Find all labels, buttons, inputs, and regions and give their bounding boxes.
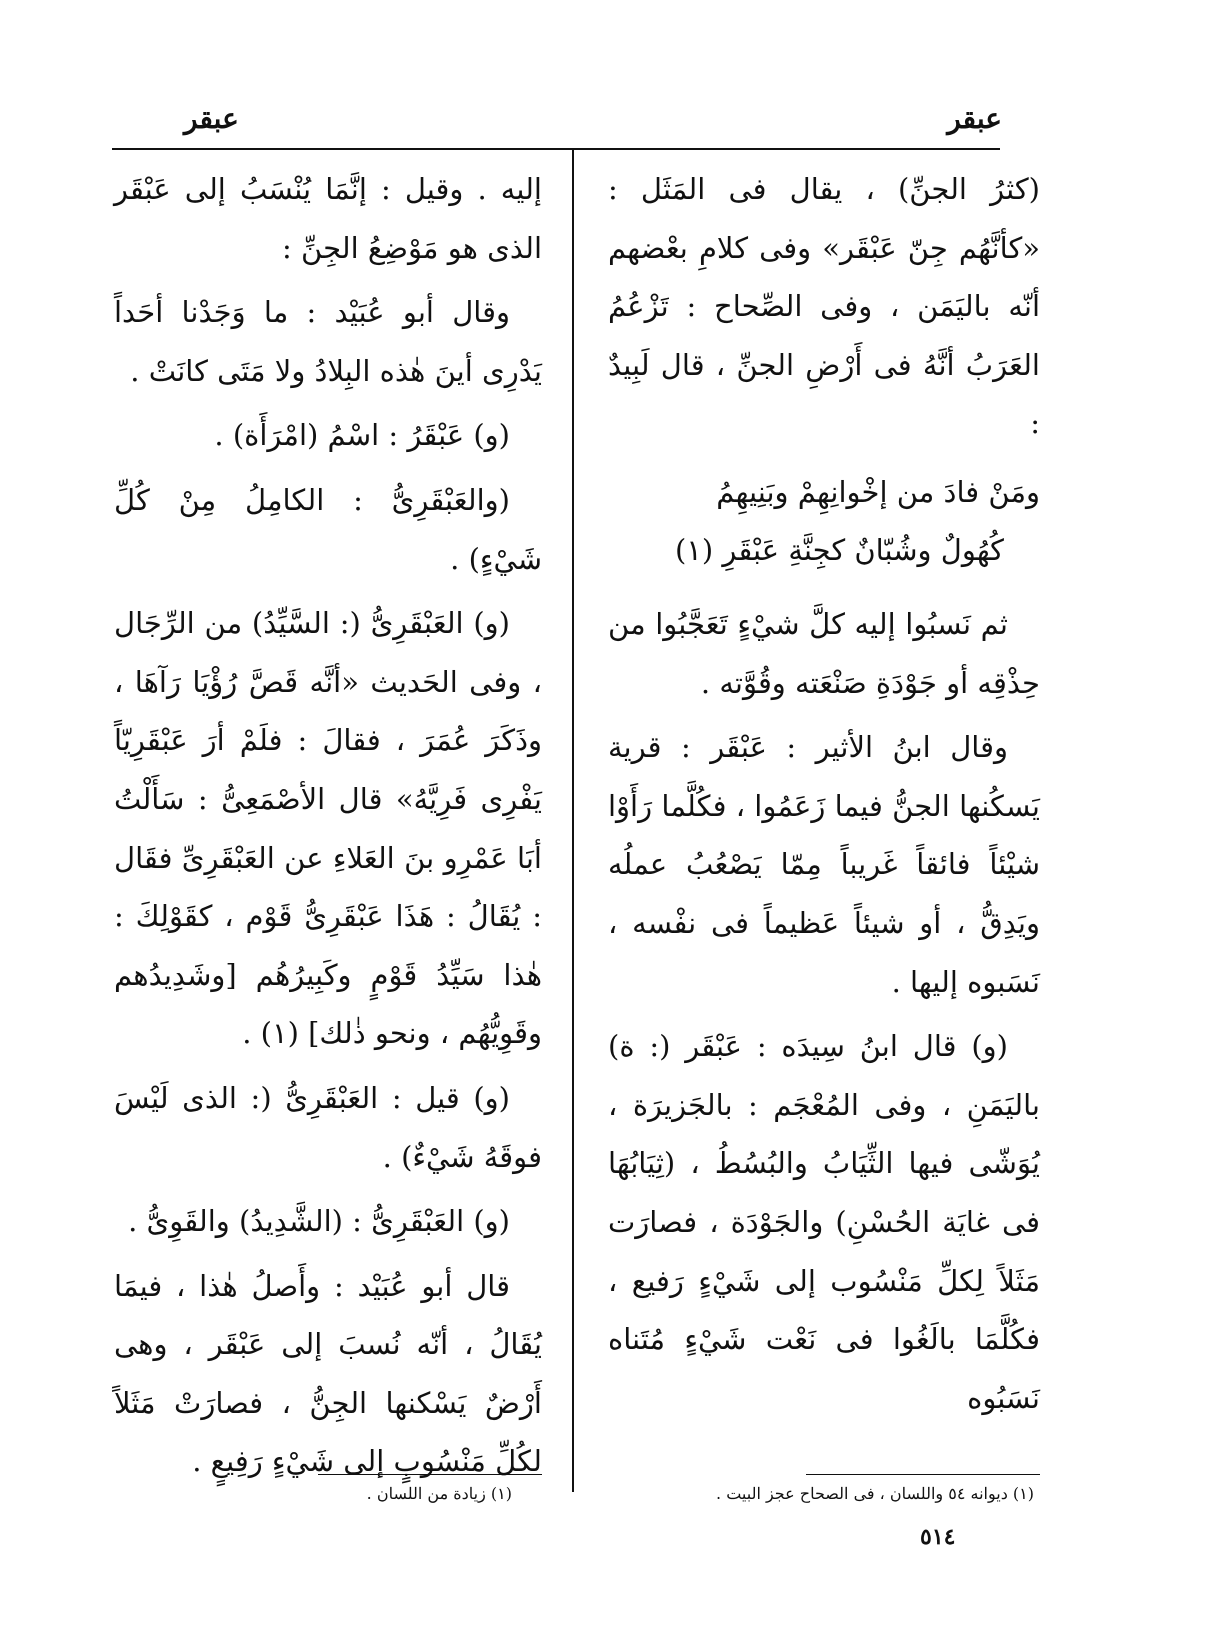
left-paragraph-8: قال أبو عُبَيْد : وأَصلُ هٰذا ، فيمَا يُقَالُ ، أنّه نُسبَ إلى عَبْقَر ، وهى أَرْضٌ يَسْكنها الجِنُّ ، فصارَتْ مَثَلاً لكُلِّ مَنْسُوبٍ إلى شَيْءٍ رَفِيعٍ .	[114, 1268, 542, 1479]
left-paragraph-7: (و) العَبْقَرِىُّ : (الشَّدِيدُ) والقَوِىُّ .	[128, 1204, 510, 1239]
poem-verse	[608, 463, 1040, 579]
left-column	[114, 160, 542, 1497]
left-paragraph-6: (و) قيل : العَبْقَرِىُّ (: الذى لَيْسَ فوقَهُ شَيْءٌ) .	[114, 1080, 542, 1174]
right-paragraph-4: (و) قال ابنُ سِيدَه : عَبْقَر (: ة) باليَمَنِ ، وفى المُعْجَم : بالجَزيرَة ، يُوَشّى فيها الثِّيَابُ والبُسُطُ ، (ثِيَابُهَا فى غايَة الحُسْنِ) والجَوْدَة ، فصارَت مَثَلاً لِكلِّ مَنْسُوب إلى شَيْءٍ رَفيع ، فكُلَّمَا بالَغُوا فى نَعْت شَيْءٍ مُتَناه نَسَبُوه	[608, 1029, 1040, 1415]
left-paragraph-1: إليه . وقيل : إنَّمَا يُنْسَبُ إلى عَبْقَر الذى هو مَوْضِعُ الجِنِّ :	[114, 172, 542, 265]
verse-line-1: ومَنْ فادَ من إخْوانِهِمْ وبَنِيهِمُ	[716, 474, 1040, 509]
header-word-left: عبقر	[184, 102, 239, 135]
left-paragraph-2: وقال أبو عُبَيْد : ما وَجَدْنا أحَداً يَدْرِى أينَ هٰذه البِلادُ ولا مَتَى كانَتْ .	[114, 295, 542, 388]
header-word-right: عبقر	[947, 102, 1002, 135]
header-rule	[112, 148, 1000, 150]
footnote-left: (١) زيادة من اللسان .	[366, 1484, 512, 1503]
footnote-right: (١) ديوانه ٥٤ واللسان ، فى الصحاح عجز البيت .	[716, 1484, 1034, 1503]
left-paragraph-4: (والعَبْقَرِىُّ : الكامِلُ مِنْ كُلِّ شَيْءٍ) .	[114, 482, 542, 576]
right-paragraph-1: (كثرُ الجنِّ) ، يقال فى المَثَل : «كأنَّهُم جِنّ عَبْقَر» وفى كلامِ بعْضهم أنّه باليَمَن ، وفى الصِّحاح : تَزْعُمُ العَرَبُ أنَّهُ فى أَرْضِ الجنِّ ، قال لَبِيدٌ :	[608, 172, 1040, 441]
page-number: ٥١٤	[920, 1524, 956, 1550]
footnote-rule-left	[318, 1474, 542, 1475]
left-paragraph-3: (و) عَبْقَرُ : اسْمُ (امْرَأَة) .	[214, 418, 510, 453]
right-column	[608, 160, 1040, 1433]
right-paragraph-3: وقال ابنُ الأثير : عَبْقَر : قرية يَسكُنها الجنُّ فيما زَعَمُوا ، فكُلَّما رَأَوْا شيْئاً فائقاً غَريباً مِمّا يَصْعُبُ عملُه ويَدِقُّ ، أو شيئاً عَظيماً فى نفْسه ، نَسَبوه إليها .	[608, 730, 1040, 999]
column-divider	[572, 150, 574, 1492]
left-paragraph-5: (و) العَبْقَرِىُّ (: السَّيِّدُ) من الرِّجَال ، وفى الحَديث «أنَّه قَصَّ رُؤْيَا رَآهَا ، وذَكَرَ عُمَرَ ، فقالَ : فلَمْ أرَ عَبْقَرِيّاً يَفْرِى فَرِيَّهُ» قال الأصْمَعِىُّ : سَأَلْتُ أبَا عَمْرِو بنَ العَلاءِ عن العَبْقَرِىِّ فقَال : يُقَالُ : هَذَا عَبْقَرِىُّ قَوْم ، كقَوْلِكَ : هٰذا سَيِّدُ قَوْمٍ وكَبِيرُهُم [وشَدِيدُهم وقَوِيُّهُم ، ونحو ذٰلك] (١) .	[114, 606, 542, 1051]
footnote-rule-right	[806, 1474, 1040, 1475]
verse-line-2: كُهُولٌ وشُبّانٌ كجِنَّةِ عَبْقَرِ (١)	[674, 532, 1004, 567]
right-paragraph-2: ثم نَسبُوا إليه كلَّ شيْءٍ تَعَجَّبُوا من حِذْقِه أو جَوْدَةِ صَنْعَته وقُوَّته .	[608, 606, 1040, 700]
